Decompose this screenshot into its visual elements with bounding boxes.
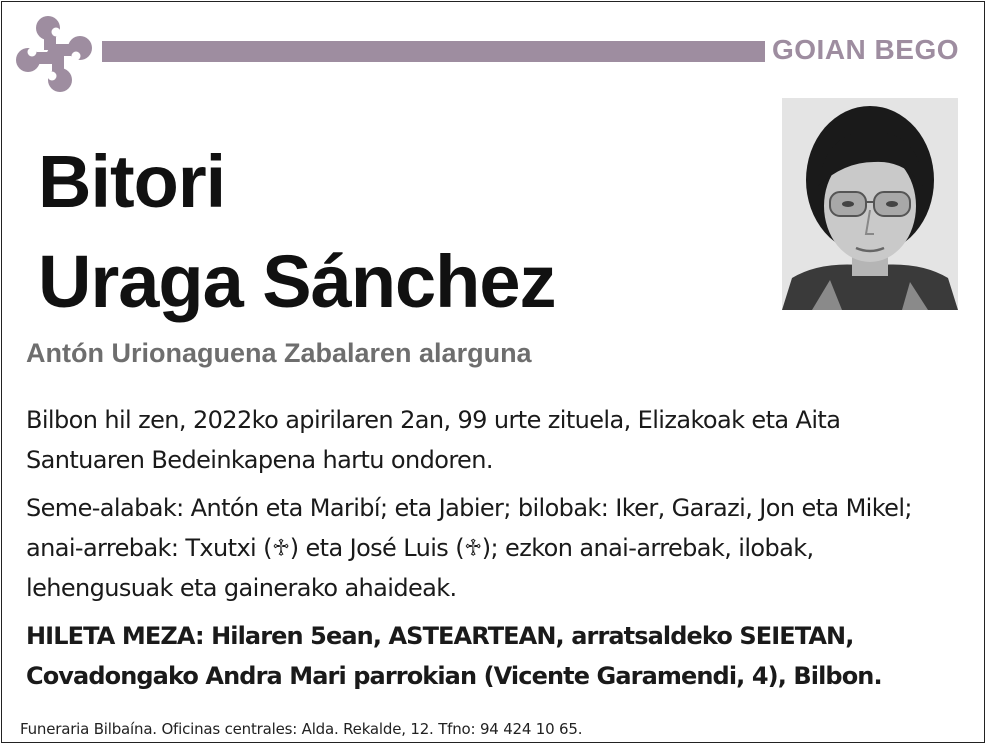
family-paragraph: Seme-alabak: Antón eta Maribí; eta Jabier; bilobak: Iker, Garazi, Jon eta Mikel; anai-arrebak: Txutxi (♱) eta José Luis (♱); ezkon anai-arrebak, ilobak, lehengusuak eta gainerako ahaideak. xyxy=(26,494,912,602)
footer-text: Funeraria Bilbaína. Oficinas centrales: Alda. Rekalde, 12. Tfno: 94 424 10 65. xyxy=(20,720,583,738)
notice-frame xyxy=(1,1,985,743)
header-bar xyxy=(102,41,765,62)
header-label: GOIAN BEGO xyxy=(772,34,960,65)
name-second-line: Uraga Sánchez xyxy=(38,240,556,323)
deceased-name xyxy=(38,132,556,332)
name-first-line: Bitori xyxy=(38,140,226,223)
funeral-paragraph: HILETA MEZA: Hilaren 5ean, ASTEARTEAN, arratsaldeko SEIETAN, Covadongako Andra Mari parrokian (Vicente Garamendi, 4), Bilbon. xyxy=(26,622,882,690)
lauburu-icon xyxy=(12,12,96,96)
spouse-line: Antón Urionaguena Zabalaren alarguna xyxy=(26,338,532,368)
death-notice-paragraph: Bilbon hil zen, 2022ko apirilaren 2an, 99 urte zituela, Elizakoak eta Aita Santuaren Bedeinkapena hartu ondoren. xyxy=(26,406,841,474)
portrait-photo xyxy=(782,98,958,310)
